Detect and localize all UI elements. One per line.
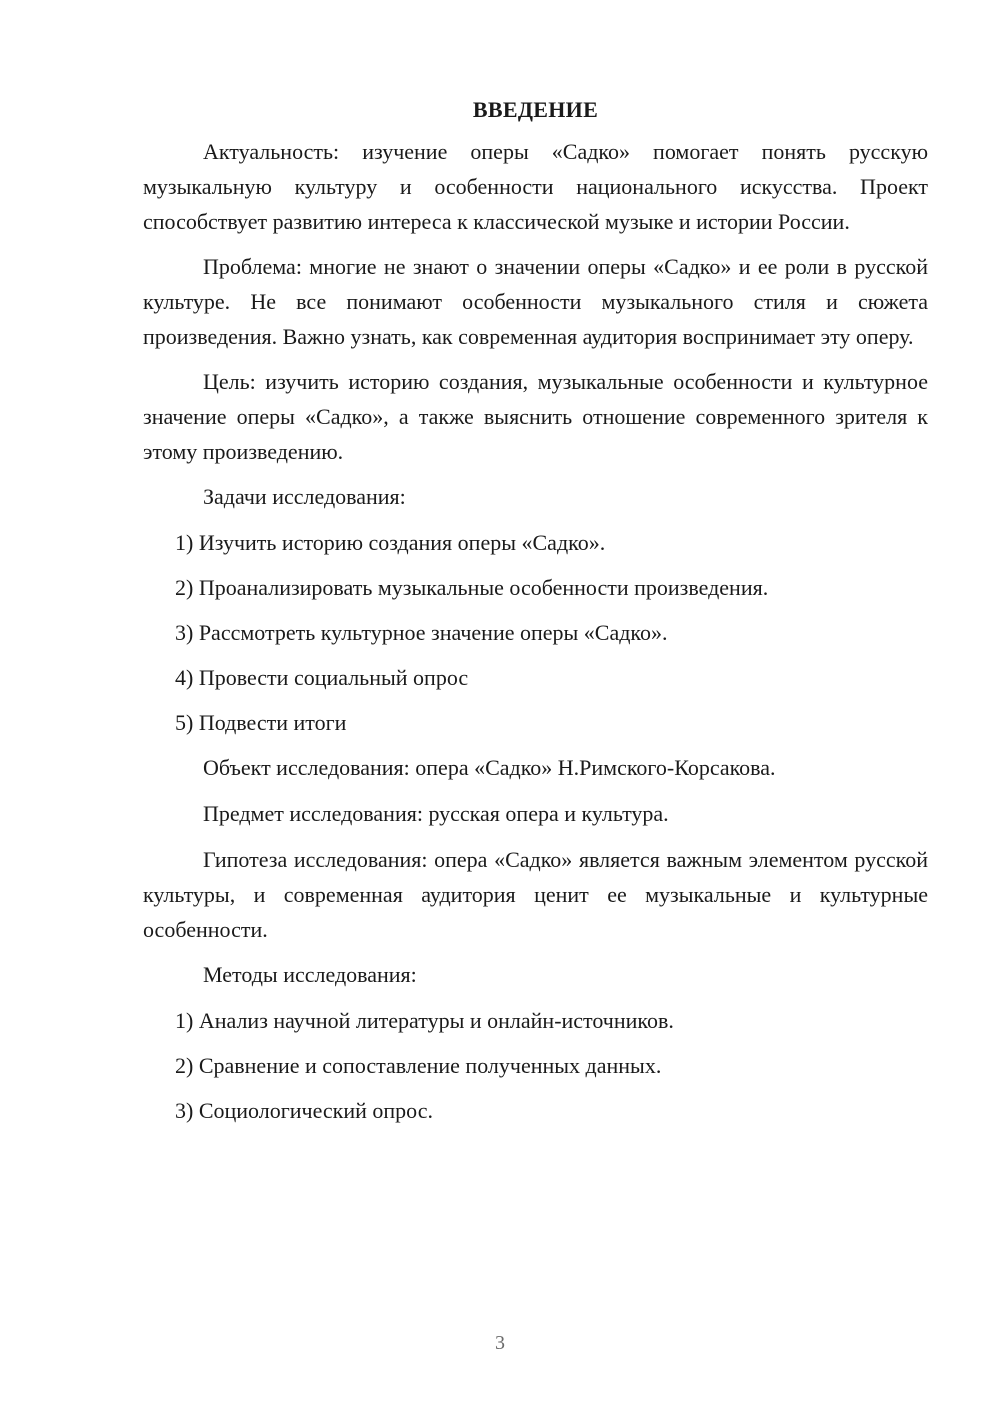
task-item: 5) Подвести итоги: [175, 710, 347, 735]
page-number: 3: [495, 1332, 505, 1354]
task-item: 2) Проанализировать музыкальные особенности произведения.: [175, 575, 769, 600]
problem-paragraph: Проблема: многие не знают о значении оперы «Садко» и ее роли в русской культуре. Не все понимают особенности музыкального стиля и сюжета произведения. Важно узнать, как современная аудитория воспринимает эту оперу.: [143, 254, 928, 349]
subject-paragraph: Предмет исследования: русская опера и культура.: [203, 801, 669, 826]
hypothesis-paragraph: Гипотеза исследования: опера «Садко» является важным элементом русской культуры, и современная аудитория ценит ее музыкальные и культурные особенности.: [143, 847, 928, 942]
tasks-heading: Задачи исследования:: [203, 484, 406, 509]
task-item: 4) Провести социальный опрос: [175, 665, 469, 690]
document-page: [143, 96, 928, 1138]
method-item: 1) Анализ научной литературы и онлайн-источников.: [175, 1008, 674, 1033]
task-item: 3) Рассмотреть культурное значение оперы «Садко».: [175, 620, 668, 645]
relevance-paragraph: Актуальность: изучение оперы «Садко» помогает понять русскую музыкальную культуру и особенности национального искусства. Проект способствует развитию интереса к классической музыке и истории России.: [143, 139, 928, 234]
page-title: ВВЕДЕНИЕ: [472, 97, 599, 122]
methods-heading: Методы исследования:: [203, 962, 417, 987]
task-item: 1) Изучить историю создания оперы «Садко».: [175, 530, 606, 555]
goal-paragraph: Цель: изучить историю создания, музыкальные особенности и культурное значение оперы «Садко», а также выяснить отношение современного зрителя к этому произведению.: [143, 369, 928, 464]
method-item: 2) Сравнение и сопоставление полученных данных.: [175, 1053, 662, 1078]
object-paragraph: Объект исследования: опера «Садко» Н.Римского-Корсакова.: [203, 755, 776, 780]
method-item: 3) Социологический опрос.: [175, 1098, 433, 1123]
